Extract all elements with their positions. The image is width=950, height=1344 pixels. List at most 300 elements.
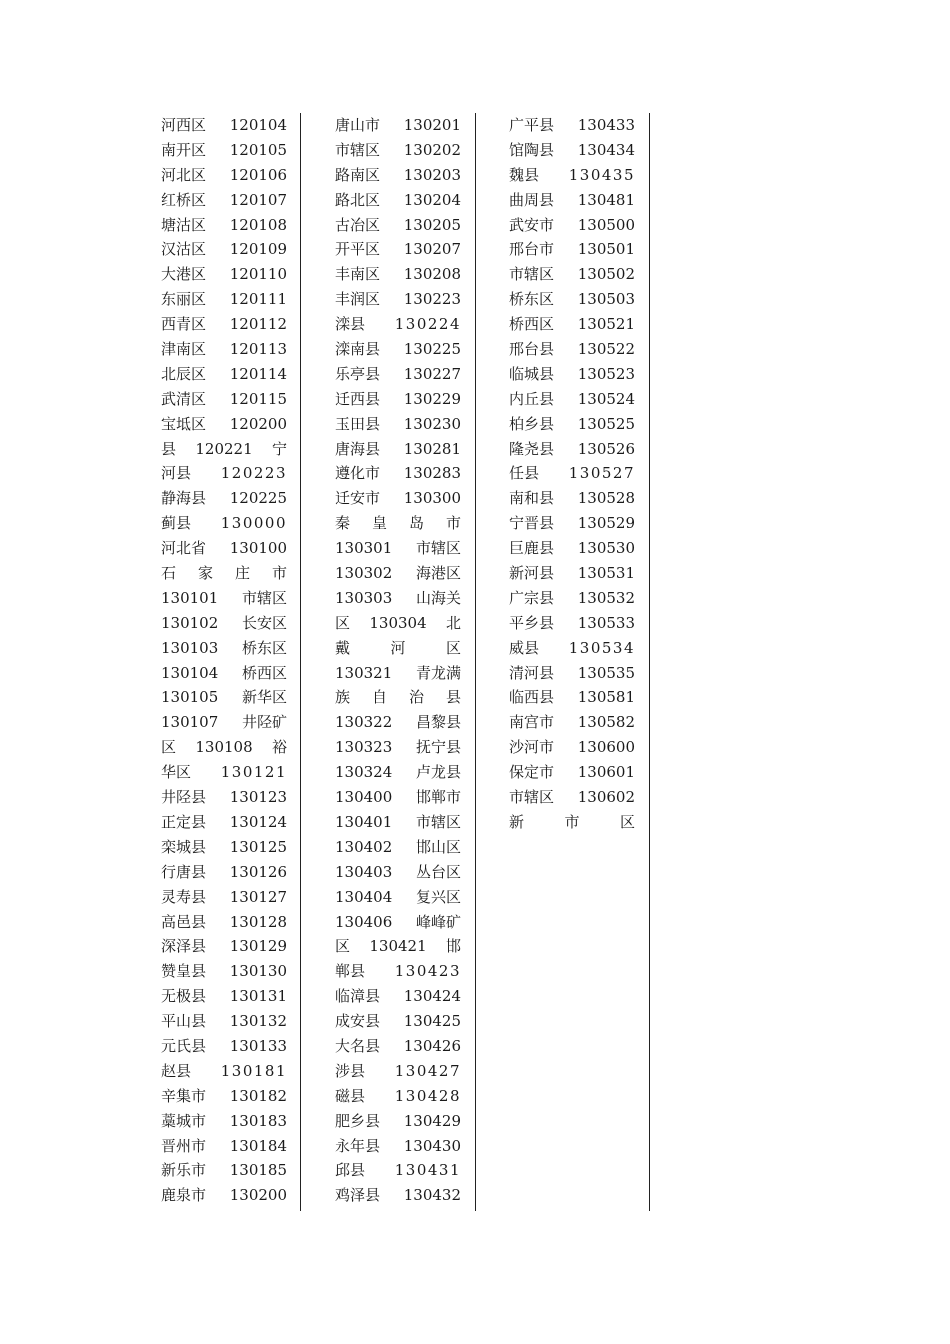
text-segment: 开平区 <box>335 240 381 259</box>
text-segment: 120114 <box>229 364 287 383</box>
text-line <box>161 1109 287 1134</box>
text-segment: 130107 <box>161 713 219 732</box>
text-line <box>335 586 461 611</box>
text-segment: 治 <box>408 688 424 707</box>
text-segment: 赵县 <box>161 1061 192 1080</box>
text-segment: 家 <box>197 564 213 583</box>
text-segment: 130203 <box>403 165 461 184</box>
text-segment: 广宗县 <box>509 588 555 607</box>
text-segment: 鸡泽县 <box>335 1186 381 1205</box>
text-segment: 130535 <box>577 663 635 682</box>
text-segment: 130283 <box>403 464 461 483</box>
text-segment: 120113 <box>229 340 287 359</box>
text-line <box>161 586 287 611</box>
listing-column-1 <box>161 113 287 1208</box>
text-segment: 长安区 <box>241 613 287 632</box>
text-segment: 鹿泉市 <box>161 1186 207 1205</box>
text-segment: 120223 <box>220 464 287 483</box>
text-segment: 辛集市 <box>161 1086 207 1105</box>
text-segment: 路北区 <box>335 190 381 209</box>
text-segment: 岛 <box>408 514 424 533</box>
text-segment: 北 <box>445 613 461 632</box>
text-segment: 武安市 <box>509 215 555 234</box>
text-segment: 平乡县 <box>509 613 555 632</box>
text-line <box>161 1183 287 1208</box>
text-segment: 裕 <box>271 738 287 757</box>
text-line <box>161 685 287 710</box>
text-segment: 130601 <box>577 763 635 782</box>
text-segment: 无极县 <box>161 987 207 1006</box>
text-segment: 海港区 <box>415 564 461 583</box>
text-segment: 130125 <box>229 837 287 856</box>
text-segment: 族 <box>335 688 351 707</box>
text-line <box>335 163 461 188</box>
text-segment: 120111 <box>229 290 287 309</box>
text-segment: 临城县 <box>509 364 555 383</box>
text-line <box>161 710 287 735</box>
text-segment: 市辖区 <box>241 588 287 607</box>
text-line <box>335 437 461 462</box>
text-segment: 西青区 <box>161 315 207 334</box>
text-segment: 区 <box>445 638 461 657</box>
text-segment: 130133 <box>229 1036 287 1055</box>
text-line <box>335 661 461 686</box>
text-segment: 沙河市 <box>509 738 555 757</box>
text-line <box>161 785 287 810</box>
text-line <box>509 437 635 462</box>
text-line <box>161 760 287 785</box>
text-segment: 临西县 <box>509 688 555 707</box>
text-line <box>335 1084 461 1109</box>
text-line <box>335 237 461 262</box>
text-line <box>509 710 635 735</box>
text-line <box>161 561 287 586</box>
text-line <box>161 163 287 188</box>
text-line <box>161 113 287 138</box>
text-segment: 新华区 <box>241 688 287 707</box>
text-segment: 130181 <box>220 1061 287 1080</box>
text-line <box>509 636 635 661</box>
text-segment: 隆尧县 <box>509 439 555 458</box>
text-segment: 河县 <box>161 464 192 483</box>
text-line <box>161 138 287 163</box>
text-segment: 130121 <box>220 763 287 782</box>
text-line <box>161 461 287 486</box>
text-segment: 迁西县 <box>335 389 381 408</box>
text-segment: 120200 <box>229 414 287 433</box>
text-segment: 市辖区 <box>509 788 555 807</box>
text-line <box>335 461 461 486</box>
text-segment: 130435 <box>568 165 635 184</box>
text-segment: 抚宁县 <box>415 738 461 757</box>
text-segment: 南宫市 <box>509 713 555 732</box>
text-segment: 130433 <box>577 116 635 134</box>
text-segment: 120115 <box>229 389 287 408</box>
text-line <box>509 685 635 710</box>
text-line <box>335 312 461 337</box>
text-segment: 市辖区 <box>415 539 461 558</box>
text-segment: 130425 <box>403 1012 461 1031</box>
text-segment: 古冶区 <box>335 215 381 234</box>
text-segment: 唐海县 <box>335 439 381 458</box>
text-segment: 130105 <box>161 688 219 707</box>
text-segment: 市 <box>564 812 580 831</box>
text-segment: 130582 <box>577 713 635 732</box>
text-segment: 新 <box>509 812 525 831</box>
text-line <box>161 611 287 636</box>
text-segment: 130108 <box>195 738 253 757</box>
text-segment: 120106 <box>229 165 287 184</box>
text-line <box>509 511 635 536</box>
text-line <box>161 984 287 1009</box>
text-line <box>335 362 461 387</box>
text-segment: 130229 <box>403 389 461 408</box>
text-line <box>161 486 287 511</box>
text-segment: 130322 <box>335 713 393 732</box>
text-line <box>509 113 635 138</box>
text-line <box>335 113 461 138</box>
text-segment: 130401 <box>335 812 393 831</box>
text-segment: 邯郸市 <box>415 788 461 807</box>
text-segment: 皇 <box>371 514 387 533</box>
text-segment: 130428 <box>394 1086 461 1105</box>
text-segment: 市辖区 <box>335 140 381 159</box>
text-segment: 130481 <box>577 190 635 209</box>
text-line <box>335 934 461 959</box>
text-line <box>509 188 635 213</box>
text-line <box>509 611 635 636</box>
text-segment: 130230 <box>403 414 461 433</box>
text-line <box>161 188 287 213</box>
text-line <box>335 1134 461 1159</box>
text-line <box>161 910 287 935</box>
text-line <box>161 287 287 312</box>
text-segment: 河 <box>390 638 406 657</box>
text-line <box>509 586 635 611</box>
text-segment: 130182 <box>229 1086 287 1105</box>
text-line <box>335 760 461 785</box>
text-line <box>161 636 287 661</box>
text-segment: 130533 <box>577 613 635 632</box>
column-divider <box>649 113 650 1211</box>
text-line <box>509 262 635 287</box>
text-line <box>335 785 461 810</box>
text-segment: 130185 <box>229 1161 287 1180</box>
text-segment: 130281 <box>403 439 461 458</box>
text-segment: 130527 <box>568 464 635 483</box>
text-line <box>161 1009 287 1034</box>
text-segment: 昌黎县 <box>415 713 461 732</box>
text-line <box>509 735 635 760</box>
text-line <box>161 262 287 287</box>
text-segment: 130525 <box>577 414 635 433</box>
text-segment: 新河县 <box>509 564 555 583</box>
text-segment: 河北省 <box>161 539 207 558</box>
text-segment: 磁县 <box>335 1086 366 1105</box>
text-line <box>509 387 635 412</box>
text-segment: 120225 <box>229 489 287 508</box>
text-segment: 卢龙县 <box>415 763 461 782</box>
text-line <box>509 412 635 437</box>
text-segment: 130602 <box>577 788 635 807</box>
text-segment: 高邑县 <box>161 912 207 931</box>
text-segment: 滦县 <box>335 315 366 334</box>
text-segment: 120112 <box>229 315 287 334</box>
text-segment: 130223 <box>403 290 461 309</box>
text-segment: 130522 <box>577 340 635 359</box>
text-segment: 塘沽区 <box>161 215 207 234</box>
text-line <box>509 362 635 387</box>
text-segment: 丛台区 <box>415 862 461 881</box>
text-segment: 130323 <box>335 738 393 757</box>
text-segment: 威县 <box>509 638 540 657</box>
text-line <box>335 860 461 885</box>
text-segment: 汉沽区 <box>161 240 207 259</box>
text-segment: 130184 <box>229 1136 287 1155</box>
text-segment: 130528 <box>577 489 635 508</box>
text-segment: 130129 <box>229 937 287 956</box>
text-segment: 石 <box>161 564 177 583</box>
text-line <box>161 810 287 835</box>
listing-column-2 <box>335 113 461 1208</box>
text-segment: 路南区 <box>335 165 381 184</box>
text-line <box>509 237 635 262</box>
text-segment: 静海县 <box>161 489 207 508</box>
text-segment: 130183 <box>229 1111 287 1130</box>
text-line <box>161 213 287 238</box>
text-segment: 市 <box>271 564 287 583</box>
text-segment: 120109 <box>229 240 287 259</box>
text-segment: 130532 <box>577 588 635 607</box>
text-line <box>335 1183 461 1208</box>
listing-column-3 <box>509 113 635 835</box>
text-line <box>335 1158 461 1183</box>
text-segment: 河西区 <box>161 116 207 134</box>
text-segment: 邱县 <box>335 1161 366 1180</box>
text-segment: 青龙满 <box>415 663 461 682</box>
text-segment: 130431 <box>394 1161 461 1180</box>
text-line <box>161 1134 287 1159</box>
text-segment: 广平县 <box>509 116 555 134</box>
text-segment: 130303 <box>335 588 393 607</box>
text-line <box>161 959 287 984</box>
text-segment: 华区 <box>161 763 192 782</box>
text-segment: 130304 <box>369 613 427 632</box>
text-line <box>335 561 461 586</box>
text-segment: 130131 <box>229 987 287 1006</box>
text-line <box>161 735 287 760</box>
text-segment: 130530 <box>577 539 635 558</box>
text-line <box>335 1109 461 1134</box>
text-segment: 复兴区 <box>415 887 461 906</box>
text-line <box>161 934 287 959</box>
text-segment: 130421 <box>369 937 427 956</box>
text-segment: 130103 <box>161 638 219 657</box>
text-segment: 130101 <box>161 588 219 607</box>
text-segment: 130205 <box>403 215 461 234</box>
text-segment: 120105 <box>229 140 287 159</box>
text-segment: 蓟县 <box>161 514 192 533</box>
text-line <box>509 561 635 586</box>
column-divider <box>300 113 301 1211</box>
text-segment: 130430 <box>403 1136 461 1155</box>
text-segment: 130000 <box>220 514 287 533</box>
text-segment: 自 <box>371 688 387 707</box>
text-segment: 魏县 <box>509 165 540 184</box>
text-segment: 130132 <box>229 1012 287 1031</box>
text-segment: 130526 <box>577 439 635 458</box>
text-segment: 灵寿县 <box>161 887 207 906</box>
text-segment: 新乐市 <box>161 1161 207 1180</box>
text-line <box>335 611 461 636</box>
text-segment: 120104 <box>229 116 287 134</box>
text-segment: 柏乡县 <box>509 414 555 433</box>
text-segment: 邯 <box>445 937 461 956</box>
text-segment: 桥西区 <box>241 663 287 682</box>
text-segment: 深泽县 <box>161 937 207 956</box>
text-line <box>335 412 461 437</box>
text-segment: 南和县 <box>509 489 555 508</box>
text-segment: 市辖区 <box>509 265 555 284</box>
text-segment: 130534 <box>568 638 635 657</box>
text-segment: 保定市 <box>509 763 555 782</box>
text-segment: 130224 <box>394 315 461 334</box>
text-segment: 戴 <box>335 638 351 657</box>
text-segment: 武清区 <box>161 389 207 408</box>
text-segment: 130201 <box>403 116 461 134</box>
text-segment: 滦南县 <box>335 340 381 359</box>
text-line <box>335 188 461 213</box>
text-line <box>161 387 287 412</box>
text-segment: 北辰区 <box>161 364 207 383</box>
text-segment: 赞皇县 <box>161 962 207 981</box>
text-segment: 永年县 <box>335 1136 381 1155</box>
text-segment: 130434 <box>577 140 635 159</box>
text-segment: 130102 <box>161 613 219 632</box>
text-line <box>335 511 461 536</box>
text-line <box>161 437 287 462</box>
text-segment: 内丘县 <box>509 389 555 408</box>
text-line <box>161 860 287 885</box>
text-segment: 正定县 <box>161 812 207 831</box>
text-segment: 任县 <box>509 464 540 483</box>
text-segment: 邢台县 <box>509 340 555 359</box>
text-segment: 峰峰矿 <box>415 912 461 931</box>
text-segment: 130227 <box>403 364 461 383</box>
text-line <box>335 910 461 935</box>
text-segment: 130208 <box>403 265 461 284</box>
text-segment: 130202 <box>403 140 461 159</box>
text-segment: 县 <box>445 688 461 707</box>
text-segment: 市辖区 <box>415 812 461 831</box>
text-segment: 130581 <box>577 688 635 707</box>
text-segment: 桥东区 <box>241 638 287 657</box>
text-segment: 宝坻区 <box>161 414 207 433</box>
text-segment: 大港区 <box>161 265 207 284</box>
text-line <box>335 387 461 412</box>
text-segment: 130104 <box>161 663 219 682</box>
text-segment: 山海关 <box>415 588 461 607</box>
text-segment: 秦 <box>335 514 351 533</box>
text-line <box>161 885 287 910</box>
text-segment: 元氏县 <box>161 1036 207 1055</box>
column-divider <box>475 113 476 1211</box>
text-segment: 120110 <box>229 265 287 284</box>
text-segment: 邯山区 <box>415 837 461 856</box>
text-segment: 区 <box>619 812 635 831</box>
text-segment: 巨鹿县 <box>509 539 555 558</box>
text-segment: 130529 <box>577 514 635 533</box>
text-segment: 邢台市 <box>509 240 555 259</box>
text-line <box>335 1009 461 1034</box>
text-line <box>335 810 461 835</box>
text-segment: 130521 <box>577 315 635 334</box>
text-segment: 曲周县 <box>509 190 555 209</box>
text-line <box>161 1059 287 1084</box>
text-segment: 玉田县 <box>335 414 381 433</box>
text-line <box>335 213 461 238</box>
text-line <box>335 536 461 561</box>
text-segment: 栾城县 <box>161 837 207 856</box>
text-line <box>509 661 635 686</box>
text-segment: 区 <box>335 613 351 632</box>
text-segment: 130500 <box>577 215 635 234</box>
text-segment: 120107 <box>229 190 287 209</box>
text-segment: 井陉县 <box>161 788 207 807</box>
text-line <box>161 1034 287 1059</box>
text-segment: 井陉矿 <box>241 713 287 732</box>
text-segment: 130302 <box>335 564 393 583</box>
text-segment: 130100 <box>229 539 287 558</box>
text-segment: 130204 <box>403 190 461 209</box>
text-segment: 丰润区 <box>335 290 381 309</box>
text-line <box>335 337 461 362</box>
text-line <box>509 536 635 561</box>
text-segment: 130123 <box>229 788 287 807</box>
text-line <box>509 287 635 312</box>
text-line <box>509 486 635 511</box>
text-segment: 遵化市 <box>335 464 381 483</box>
text-segment: 行唐县 <box>161 862 207 881</box>
text-segment: 120108 <box>229 215 287 234</box>
text-segment: 晋州市 <box>161 1136 207 1155</box>
text-segment: 市 <box>445 514 461 533</box>
text-segment: 130501 <box>577 240 635 259</box>
text-segment: 130503 <box>577 290 635 309</box>
text-segment: 130127 <box>229 887 287 906</box>
text-segment: 宁 <box>271 439 287 458</box>
text-line <box>335 636 461 661</box>
text-line <box>161 835 287 860</box>
text-line <box>161 237 287 262</box>
text-line <box>335 710 461 735</box>
text-line <box>509 760 635 785</box>
text-segment: 迁安市 <box>335 489 381 508</box>
text-line <box>335 735 461 760</box>
text-line <box>335 835 461 860</box>
text-segment: 庄 <box>234 564 250 583</box>
text-segment: 河北区 <box>161 165 207 184</box>
text-line <box>509 138 635 163</box>
text-segment: 县 <box>161 439 177 458</box>
text-line <box>161 536 287 561</box>
text-line <box>161 312 287 337</box>
text-segment: 130130 <box>229 962 287 981</box>
text-segment: 130402 <box>335 837 393 856</box>
text-line <box>509 461 635 486</box>
text-line <box>509 312 635 337</box>
text-segment: 130321 <box>335 663 393 682</box>
